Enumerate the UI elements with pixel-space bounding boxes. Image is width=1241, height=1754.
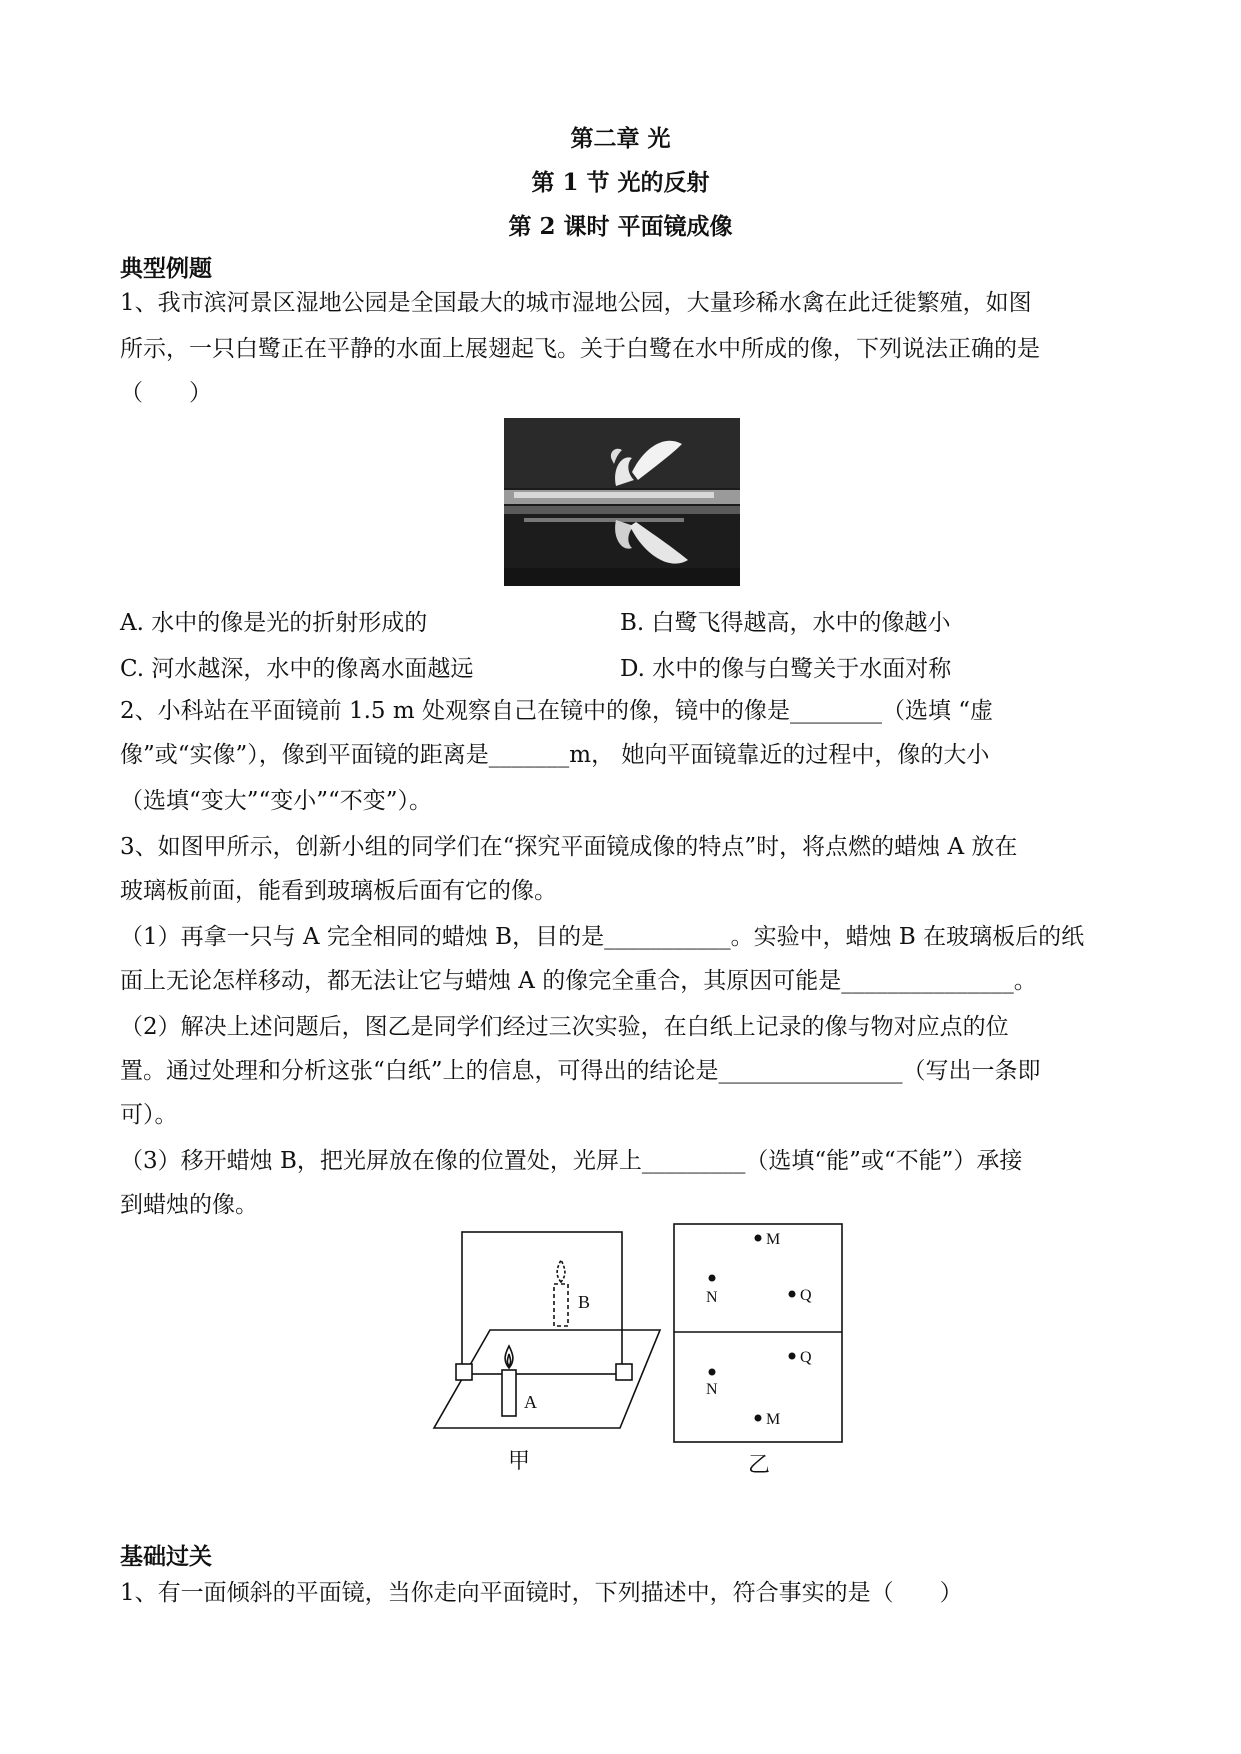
point-q-bottom-label: Q [800,1349,812,1366]
q2-line-1: 2、小科站在平面镜前 1.5 m 处观察自己在镜中的像，镜中的像是________（选填 “虚 [120,698,994,724]
point-q-top [789,1291,796,1298]
q1-option-c: C. 河水越深，水中的像离水面越远 [120,656,474,682]
chapter-title: 第二章 光 [570,125,671,152]
point-n-bottom-label: N [706,1381,718,1398]
point-m-bottom [755,1415,762,1422]
q3-part1-line-1: （1）再拿一只与 A 完全相同的蜡烛 B，目的是___________。实验中，蜡烛 B 在玻璃板后的纸 [120,924,1085,950]
q3-part3-line-2: 到蜡烛的像。 [120,1192,258,1218]
lesson-title: 第 2 课时 平面镜成像 [508,213,733,240]
q1-option-b: B. 白鹭飞得越高，水中的像越小 [620,610,951,636]
point-q-bottom [789,1353,796,1360]
q1-option-d: D. 水中的像与白鹭关于水面对称 [620,656,952,682]
q1-line-2: 所示，一只白鹭正在平静的水面上展翅起飞。关于白鹭在水中所成的像，下列说法正确的是 [120,336,1040,362]
candle-a [502,1370,516,1416]
right-support [616,1364,632,1380]
q3-part3-line-1: （3）移开蜡烛 B，把光屏放在像的位置处，光屏上_________（选填“能”或“不能”）承接 [120,1148,1023,1174]
point-n-top [709,1275,716,1282]
figure-label-jia: 甲 [508,1448,531,1473]
section-title: 第 1 节 光的反射 [531,169,710,196]
q2-line-3: （选填“变大”“变小”“不变”）。 [120,788,433,814]
q1-option-a: A. 水中的像是光的折射形成的 [120,610,428,636]
q3-line-1: 3、如图甲所示，创新小组的同学们在“探究平面镜成像的特点”时，将点燃的蜡烛 A 放在 [120,834,1018,860]
basics-q1: 1、有一面倾斜的平面镜，当你走向平面镜时，下列描述中，符合事实的是（ ） [120,1580,963,1606]
figure-jia [434,1232,660,1428]
egret-photo [504,418,740,586]
white-paper [674,1224,842,1442]
candle-b [554,1284,568,1326]
glass-plate [462,1232,622,1374]
point-q-top-label: Q [800,1287,812,1304]
q3-part2-line-2: 置。通过处理和分析这张“白纸”上的信息，可得出的结论是________________（写出一条即 [120,1058,1041,1084]
q3-line-2: 玻璃板前面，能看到玻璃板后面有它的像。 [120,878,557,904]
q3-part2-line-1: （2）解决上述问题后，图乙是同学们经过三次实验，在白纸上记录的像与物对应点的位 [120,1014,1009,1040]
candle-b-flame [557,1260,565,1282]
point-n-bottom [709,1369,716,1376]
point-m-top [755,1235,762,1242]
candle-a-label: A [524,1392,537,1412]
point-m-top-label: M [766,1231,781,1248]
basics-heading: 基础过关 [120,1543,212,1570]
candle-b-label: B [578,1292,591,1312]
q2-line-2: 像”或“实像”），像到平面镜的距离是_______m， 她向平面镜靠近的过程中，像的大小 [120,742,990,768]
q1-line-1: 1、我市滨河景区湿地公园是全国最大的城市湿地公园，大量珍稀水禽在此迁徙繁殖，如图 [120,290,1032,316]
left-support [456,1364,472,1380]
q3-part1-line-2: 面上无论怎样移动，都无法让它与蜡烛 A 的像完全重合，其原因可能是_______________。 [120,968,1037,994]
point-n-top-label: N [706,1289,718,1306]
q1-line-3: （ ） [120,380,212,406]
q3-part2-line-3: 可）。 [120,1102,178,1128]
figure-yi [674,1224,842,1442]
examples-heading: 典型例题 [120,255,212,282]
figure-label-yi: 乙 [748,1452,771,1477]
point-m-bottom-label: M [766,1411,781,1428]
experiment-figure [430,1222,860,1486]
